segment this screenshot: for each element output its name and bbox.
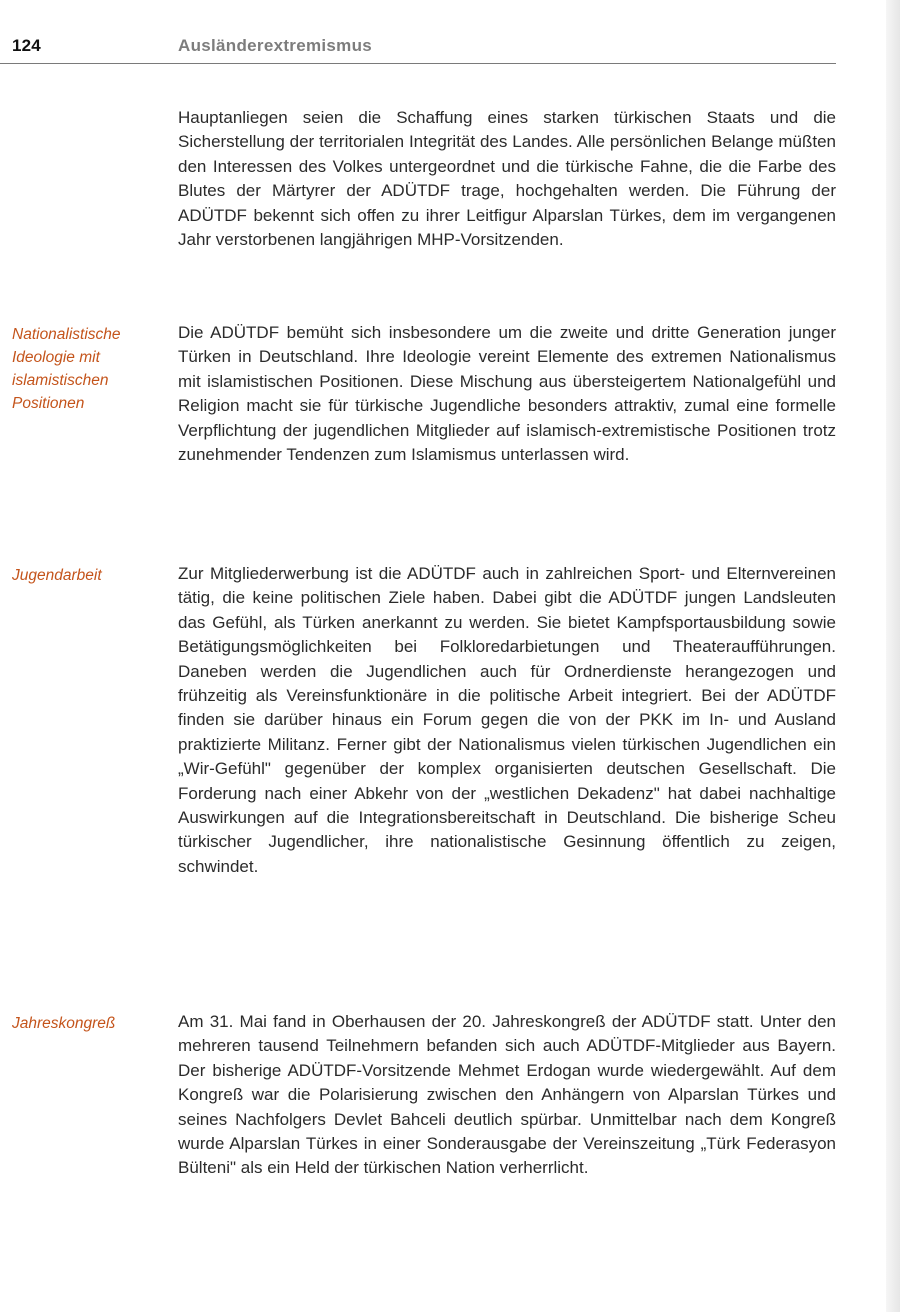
page-edge-shadow xyxy=(886,0,900,1312)
body-paragraph: Die ADÜTDF bemüht sich insbesondere um die zweite und dritte Generation junger Türken in Deutschland. Ihre Ideologie vereint Elemente des extremen Nationalismus mit islamistischen Positionen. Diese Mischung aus übersteigertem Nationalgefühl und Religion macht sie für türkische Jugendliche besonders attraktiv, zumal eine formelle Verpflichtung der jugendlichen Mitglieder auf islamisch-extremistische Positionen trotz zunehmender Tendenzen zum Islamismus unterlassen wird. xyxy=(178,323,836,465)
body-paragraph: Hauptanliegen seien die Schaffung eines starken türkischen Staats und die Sicherstellung der territorialen Integrität des Landes. Alle persönlichen Belange müßten den Interessen des Volkes untergeordnet und die türkische Fahne, die die Farbe des Blutes der Märtyrer der ADÜTDF trage, hochgehalten werden. Die Führung der ADÜTDF bekennt sich offen zu ihrer Leitfigur Alparslan Türkes, dem im vergangenen Jahr verstorbenen langjährigen MHP-Vorsitzenden. xyxy=(178,108,836,250)
margin-note: Nationalistische Ideologie mit islamistischen Positionen xyxy=(12,326,121,412)
margin-note: Jahreskongreß xyxy=(12,1015,116,1032)
body-paragraph: Am 31. Mai fand in Oberhausen der 20. Jahreskongreß der ADÜTDF statt. Unter den mehreren tausend Teilnehmern befanden sich auch ADÜTDF-Mitglieder aus Bayern. Der bisherige ADÜTDF-Vorsitzende Mehmet Erdogan wurde wiedergewählt. Auf dem Kongreß war die Polarisierung zwischen den Anhängern von Alparslan Türkes und seines Nachfolgers Devlet Bahceli deutlich spürbar. Unmittelbar nach dem Kongreß wurde Alparslan Türkes in einer Sonderausgabe der Vereinszeitung „Türk Federasyon Bülteni" als ein Held der türkischen Nation verherrlicht. xyxy=(178,1012,836,1178)
margin-note: Jugendarbeit xyxy=(12,567,102,584)
running-title: Ausländerextremismus xyxy=(178,36,373,55)
body-paragraph: Zur Mitgliederwerbung ist die ADÜTDF auch in zahlreichen Sport- und Elternvereinen tätig, die keine politischen Ziele haben. Dabei gibt die ADÜTDF jungen Landsleuten das Gefühl, als Türken anerkannt zu werden. Sie bietet Kampfsportausbildung sowie Betätigungsmöglichkeiten bei Folkloredarbietungen und Theateraufführungen. Daneben werden die Jugendlichen auch für Ordnerdienste herangezogen und frühzeitig als Vereinsfunktionäre in die politische Arbeit integriert. Bei der ADÜTDF finden sie darüber hinaus ein Forum gegen die von der PKK im In- und Ausland praktizierte Militanz. Ferner gibt der Nationalismus vielen türkischen Jugendlichen ein „Wir-Gefühl" gegenüber der komplex organisierten deutschen Gesellschaft. Die Forderung nach einer Abkehr von der „westlichen Dekadenz" hat dabei nachhaltige Auswirkungen auf die Integrationsbereitschaft in Deutschland. Die bisherige Scheu türkischer Jugendlicher, ihre nationalistische Gesinnung öffentlich zu zeigen, schwindet. xyxy=(178,564,836,876)
page-number: 124 xyxy=(12,36,41,55)
